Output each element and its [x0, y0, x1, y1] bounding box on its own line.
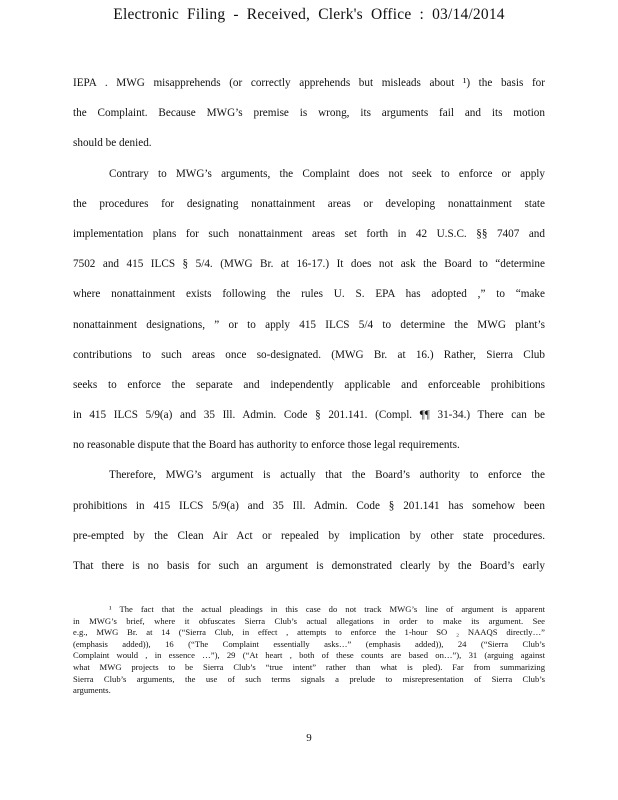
body-line: implementation plans for such nonattainment areas set forth in 42 U.S.C. §§ 7407 and [73, 227, 545, 240]
body-line: prohibitions in 415 ILCS 5/9(a) and 35 Ill. Admin. Code § 201.141 has somehow been [73, 499, 545, 512]
footnote-line: Complaint would , in essence …”), 29 (“At heart , both of these counts are based on…”), 31 (arguing against [73, 650, 545, 661]
body-line: 7502 and 415 ILCS § 5/4. (MWG Br. at 16-17.) It does not ask the Board to “determine [73, 258, 545, 271]
body-line: contributions to such areas once so-designated. (MWG Br. at 16.) Rather, Sierra Club [73, 348, 545, 361]
body-line: in 415 ILCS 5/9(a) and 35 Ill. Admin. Code § 201.141. (Compl. ¶¶ 31-34.) There can be [73, 409, 545, 422]
footnote-line: ¹ The fact that the actual pleadings in this case do not track MWG’s line of argument is apparent [109, 604, 545, 614]
footnote-line: in MWG’s brief, where it obfuscates Sierra Club’s actual allegations in order to make its argument. See [73, 615, 545, 626]
filing-header: Electronic Filing - Received, Clerk's Office : 03/14/2014 [113, 6, 505, 23]
body-line: the Complaint. Because MWG’s premise is wrong, its arguments fail and its motion [73, 107, 545, 120]
body-line: seeks to enforce the separate and independently applicable and enforceable prohibitions [73, 378, 545, 391]
body-line: the procedures for designating nonattainment areas or developing nonattainment state [73, 197, 545, 210]
body-line: where nonattainment exists following the rules U. S. EPA has adopted ,” to “make [73, 288, 545, 301]
body-line: no reasonable dispute that the Board has authority to enforce those legal requirements. [73, 439, 460, 452]
body-text [73, 68, 545, 581]
body-line: Therefore, MWG’s argument is actually that the Board’s authority to enforce the [109, 469, 545, 482]
body-line: IEPA . MWG misapprehends (or correctly apprehends but misleads about ¹) the basis for [73, 77, 545, 89]
page-number: 9 [306, 732, 312, 744]
footnote-line: (emphasis added)), 16 (“The Complaint essentially asks…” (emphasis added)), 24 (“Sierra Club’s [73, 638, 545, 649]
body-line: Contrary to MWG’s arguments, the Complaint does not seek to enforce or apply [109, 167, 545, 180]
footnote-line: what MWG projects to be Sierra Club’s “true intent” rather than what is pled). Far from summarizing [73, 661, 545, 672]
footnote [73, 604, 545, 697]
body-line: pre-empted by the Clean Air Act or repealed by implication by other state procedures. [73, 529, 545, 542]
footnote-line: e.g., MWG Br. at 14 (“Sierra Club, in effect , attempts to enforce the 1-hour SO ₂ NAAQS directly…” [73, 627, 545, 638]
footnote-line: arguments. [73, 685, 111, 696]
body-line: nonattainment designations, ” or to apply 415 ILCS 5/4 to determine the MWG plant’s [73, 318, 545, 331]
body-line: That there is no basis for such an argument is demonstrated clearly by the Board’s early [73, 560, 545, 572]
footnote-line: Sierra Club’s arguments, the use of such terms signals a prelude to misrepresentation of Sierra Club’s [73, 673, 545, 684]
body-line: should be denied. [73, 137, 152, 150]
